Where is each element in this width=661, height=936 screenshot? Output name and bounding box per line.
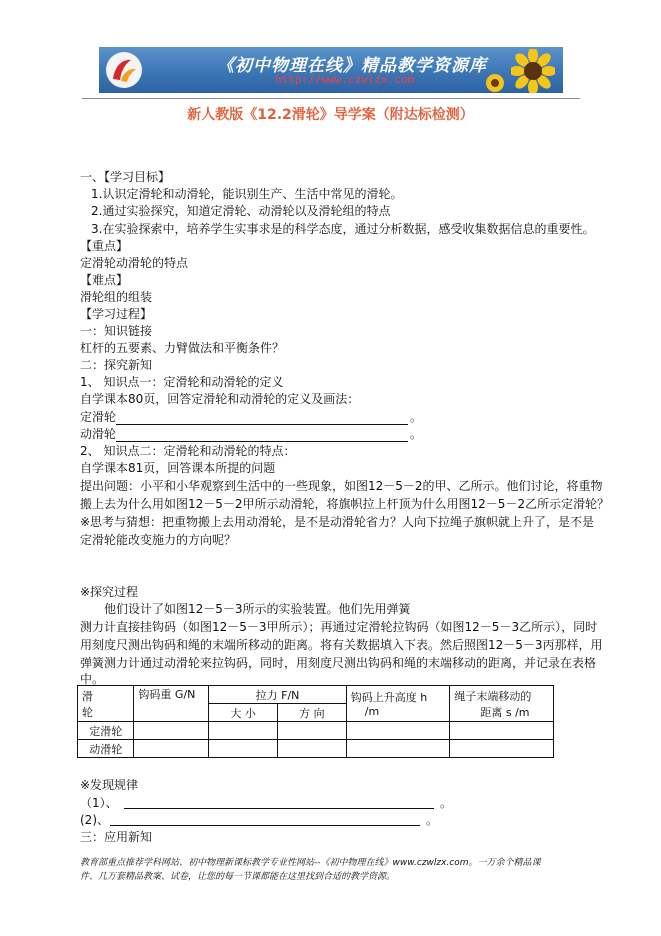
fixed-pulley-label: 定滑轮 (80, 410, 117, 424)
heading-experiment: ※探究过程 (80, 585, 139, 599)
subsection-explore: 二：探究新知 (80, 358, 153, 372)
table-cell[interactable] (134, 740, 209, 758)
header-force-size: 大 小 (209, 704, 278, 722)
objective-3: 3.在实验探索中，培养学生实事求是的科学态度，通过分析数据，感受收集数据信息的重要性。 (91, 222, 595, 236)
problem-line-2: 搬上去为什么用如图12－5－2甲所示动滑轮，将旗帜拉上杆顶为什么用图12－5－2乙所示定滑轮？ (80, 497, 610, 511)
heading-key-point: 【重点】 (80, 239, 129, 253)
header-pulley: 滑 轮 (78, 686, 134, 722)
experiment-line-2: 测力计直接挂钩码（如图12－5－3甲所示）；再通过定滑轮拉钩码（如图12－5－3乙所示），同时 (80, 620, 598, 634)
table-cell[interactable] (346, 722, 450, 740)
table-cell[interactable] (346, 740, 450, 758)
period-mark: 。 (410, 410, 423, 424)
site-logo-icon (105, 51, 143, 89)
table-cell[interactable] (209, 722, 278, 740)
small-sunflower-icon (485, 73, 505, 93)
table-cell[interactable] (278, 722, 347, 740)
footer-line-1: 教育部重点推荐学科网站、初中物理新课标教学专业性网站--《初中物理在线》www.czwlzx.com。一万余个精品课 (80, 858, 541, 868)
header-weight: 钩码重 G/N (134, 686, 209, 722)
finding-2-blank[interactable] (110, 825, 420, 826)
hypothesis-line-1: ※思考与猜想：把重物搬上去用动滑轮，是不是动滑轮省力？人向下拉绳子旗帜就上升了，是不是 (80, 515, 595, 529)
objective-1: 1.认识定滑轮和动滑轮，能识别生产、生活中常见的滑轮。 (91, 187, 403, 201)
heading-findings: ※发现规律 (80, 778, 139, 792)
self-study-2: 自学课本81页，回答课本所提的问题 (80, 461, 276, 475)
problem-line-1: 提出问题：小平和小华观察到生活中的一些现象，如图12－5－2的甲、乙所示。他们讨论，将重物 (80, 479, 603, 493)
subsection-knowledge-link: 一：知识链接 (80, 324, 153, 338)
knowledge-point-2: 2、 知识点二：定滑轮和动滑轮的特点： (80, 444, 296, 458)
header-distance: 绳子末端移动的 距离 s /m (450, 686, 554, 722)
knowledge-link-question: 杠杆的五要素、力臂做法和平衡条件？ (80, 341, 285, 355)
heading-process: 【学习过程】 (80, 307, 153, 321)
finding-2-label: (2)、 (80, 813, 109, 827)
header-height: 钩码上升高度 h /m (346, 686, 450, 722)
period-mark: 。 (410, 427, 423, 441)
movable-pulley-label: 动滑轮 (80, 427, 117, 441)
header-divider (82, 98, 580, 99)
site-banner (99, 47, 563, 93)
table-cell[interactable] (209, 740, 278, 758)
period-mark: 。 (426, 813, 439, 827)
table-cell[interactable] (134, 722, 209, 740)
hypothesis-line-2: 定滑轮能改变施力的方向呢？ (80, 533, 237, 547)
experiment-line-4: 弹簧测力计通过动滑轮来拉钩码，同时，用刻度尺测出钩码和绳的末端移动的距离，并记录在表格 (80, 656, 597, 670)
row-label-fixed: 定滑轮 (78, 722, 134, 740)
movable-pulley-blank[interactable] (116, 441, 408, 442)
table-row (78, 722, 554, 740)
banner-url[interactable]: http://www.czwlzx.com (275, 73, 415, 86)
footer-line-2: 件、几万套精品教案、试卷，让您的每一节课都能在这里找到合适的教学资源。 (80, 872, 396, 882)
banner-title: 《初中物理在线》精品教学资源库 (217, 56, 487, 76)
header-force-direction: 方 向 (278, 704, 347, 722)
experiment-line-3: 用刻度尺测出钩码和绳的末端所移动的距离。将有关数据填入下表。然后照图12－5－3丙那样，用 (80, 638, 603, 652)
experiment-line-5: 中。 (80, 672, 105, 686)
sunflower-icon (511, 49, 555, 93)
experiment-table (77, 685, 554, 758)
difficulty-text: 滑轮组的组装 (80, 290, 153, 304)
period-mark: 。 (440, 796, 453, 810)
header-force: 拉力 F/N (209, 686, 346, 704)
table-cell[interactable] (278, 740, 347, 758)
self-study-1: 自学课本80页，回答定滑轮和动滑轮的定义及画法： (80, 392, 360, 406)
page-footer (80, 856, 580, 884)
table-cell[interactable] (450, 722, 554, 740)
finding-1-label: （1）、 (80, 796, 118, 810)
objective-2: 2.通过实验探究，知道定滑轮、动滑轮以及滑轮组的特点 (91, 204, 391, 218)
finding-1-blank[interactable] (124, 808, 434, 809)
fixed-pulley-blank[interactable] (116, 424, 408, 425)
document-title: 新人教版《12.2滑轮》导学案（附达标检测） (187, 107, 474, 123)
section-objectives: 一、【学习目标】 (80, 170, 171, 184)
table-row (78, 740, 554, 758)
subsection-apply: 三：应用新知 (80, 830, 153, 844)
experiment-line-1: 他们设计了如图12－5－3所示的实验装置。他们先用弹簧 (104, 602, 411, 616)
heading-difficulty: 【难点】 (80, 273, 129, 287)
key-point-text: 定滑轮动滑轮的特点 (80, 256, 189, 270)
row-label-movable: 动滑轮 (78, 740, 134, 758)
knowledge-point-1: 1、 知识点一：定滑轮和动滑轮的定义 (80, 375, 284, 389)
table-cell[interactable] (450, 740, 554, 758)
